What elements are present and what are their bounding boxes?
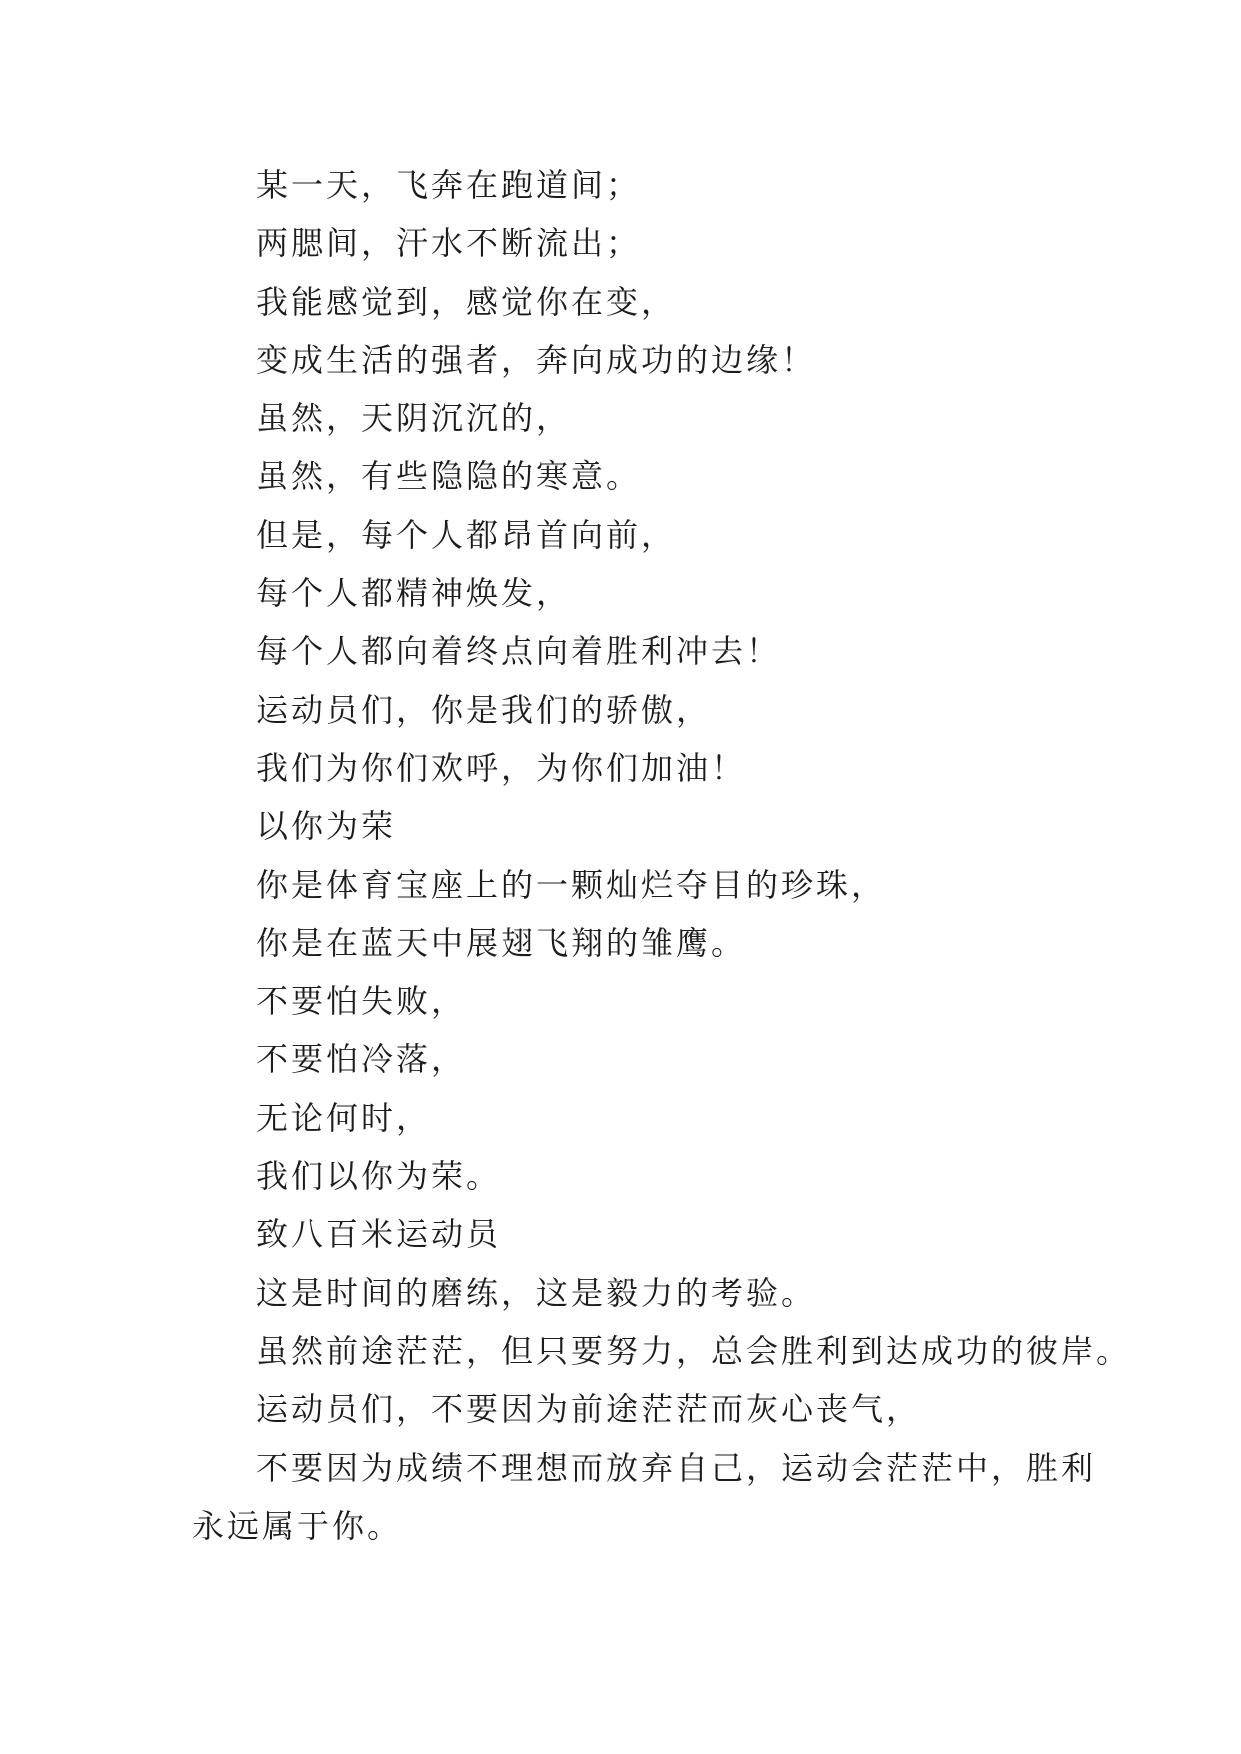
text-line: 我能感觉到，感觉你在变， <box>256 282 677 321</box>
section-heading: 致八百米运动员 <box>256 1215 502 1254</box>
text-line: 某一天，飞奔在跑道间； <box>256 166 642 204</box>
text-line: 每个人都精神焕发， <box>256 574 572 613</box>
text-line: 但是，每个人都昂首向前， <box>256 515 677 554</box>
text-line: 我们为你们欢呼，为你们加油！ <box>256 748 747 787</box>
text-line: 两腮间，汗水不断流出； <box>256 224 642 263</box>
text-line: 虽然前途茫茫，但只要努力，总会胜利到达成功的彼岸。 <box>256 1331 1132 1370</box>
text-line: 不要因为成绩不理想而放弃自己，运动会茫茫中，胜利 <box>256 1448 1097 1487</box>
text-line: 我们以你为荣。 <box>256 1157 502 1196</box>
text-line: 不要怕冷落， <box>256 1040 467 1079</box>
text-line: 虽然，有些隐隐的寒意。 <box>256 457 642 496</box>
document-body <box>192 156 1132 1555</box>
text-line: 你是体育宝座上的一颗灿烂夺目的珍珠， <box>256 865 887 904</box>
text-line: 运动员们，不要因为前途茫茫而灰心丧气， <box>256 1390 922 1429</box>
text-line: 这是时间的磨练，这是毅力的考验。 <box>256 1273 817 1312</box>
text-line: 运动员们，你是我们的骄傲， <box>256 690 712 729</box>
text-line: 不要怕失败， <box>256 982 467 1021</box>
text-line: 每个人都向着终点向着胜利冲去！ <box>256 632 782 671</box>
text-line: 虽然，天阴沉沉的， <box>256 399 572 438</box>
text-line-continuation: 永远属于你。 <box>192 1506 403 1545</box>
text-line: 变成生活的强者，奔向成功的边缘！ <box>256 340 817 379</box>
text-line: 你是在蓝天中展翅飞翔的雏鹰。 <box>256 923 747 962</box>
text-line: 无论何时， <box>256 1098 432 1137</box>
section-heading: 以你为荣 <box>256 807 397 846</box>
